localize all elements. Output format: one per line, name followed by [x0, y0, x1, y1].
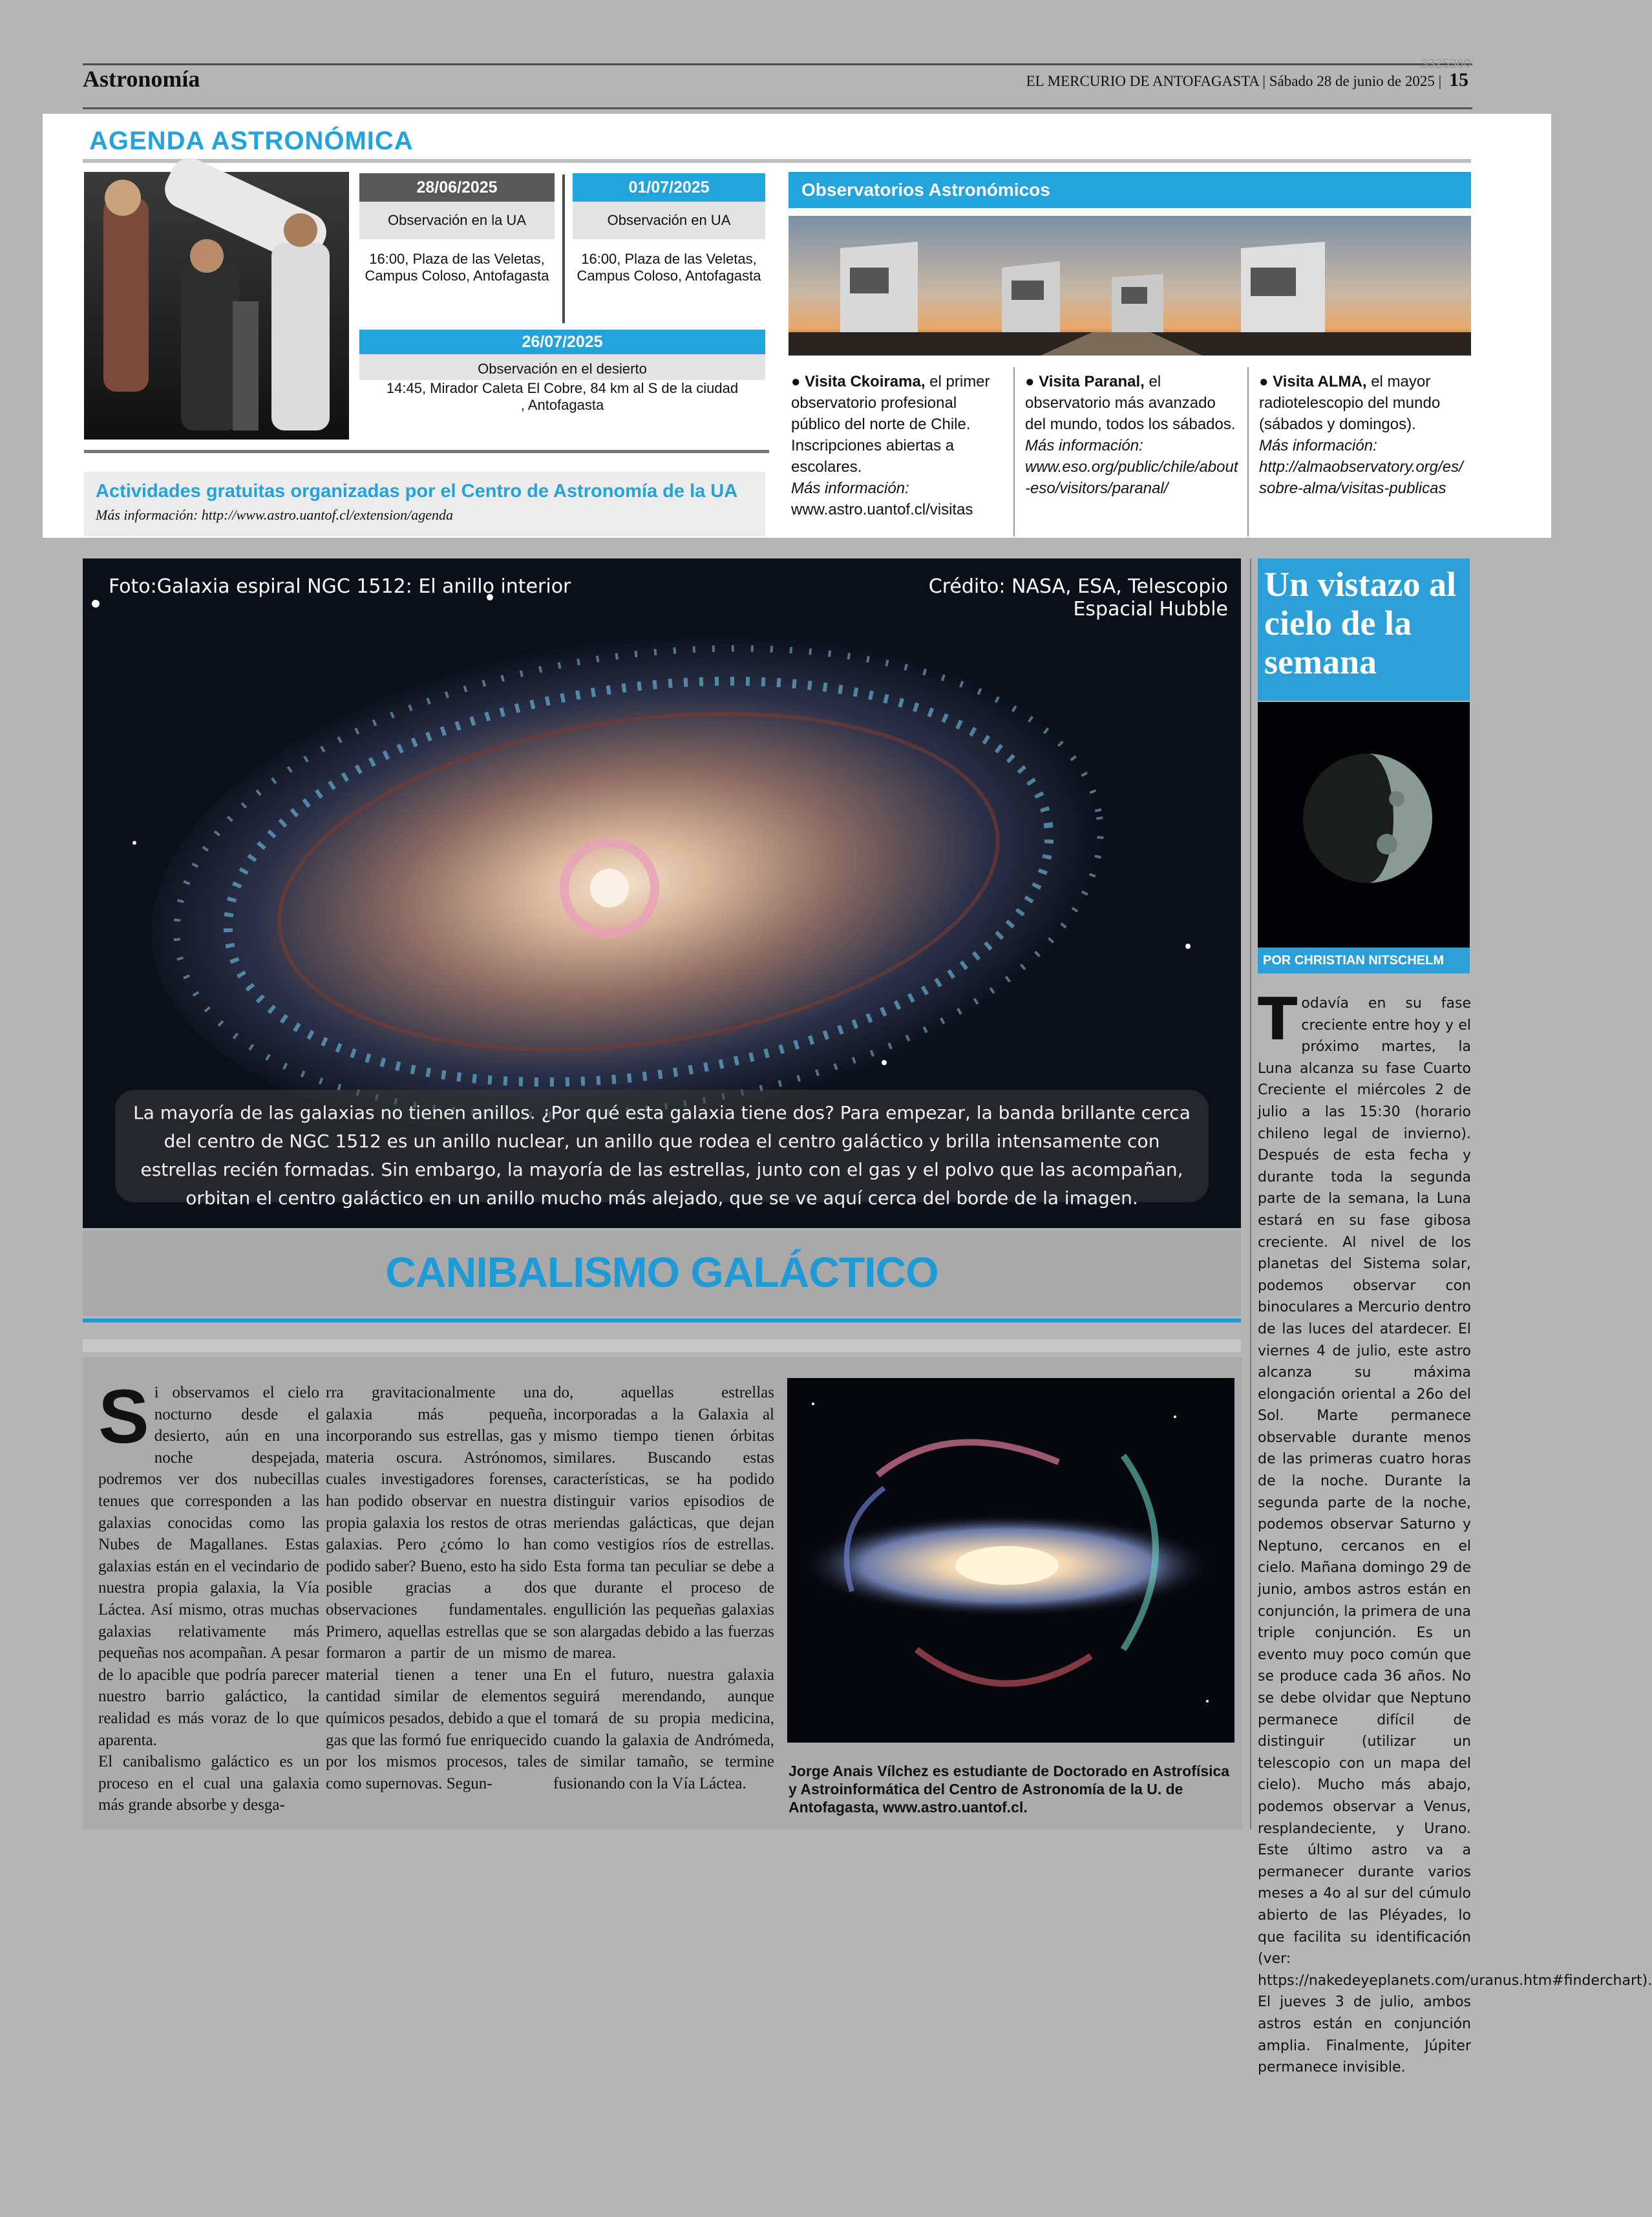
visit-link[interactable]: www.eso.org/public/chile/about-eso/visitors/paranal/	[1025, 458, 1238, 497]
author-note: Jorge Anais Vílchez es estudiante de Doctorado en Astrofísica y Astroinformática del Centro de Astronomía de la U. de Antofagasta, www.astro.uantof.cl.	[789, 1763, 1230, 1816]
sidebar-title: Un vistazo al cielo de la semana	[1264, 565, 1456, 681]
visit-link[interactable]: www.astro.uantof.cl/visitas	[791, 501, 973, 518]
article-column-2	[326, 1382, 547, 1794]
sidebar-text	[1258, 986, 1652, 2079]
visit-info-label: Más información:	[791, 480, 909, 497]
event-location: 16:00, Plaza de las Veletas, Campus Coloso, Antofagasta	[365, 251, 549, 284]
article-text: i observamos el cielo nocturno desde el desierto, aún en una noche despejada, podremos ver dos nubecillas tenues que corresponden a las galaxias conocidas como las Nubes de Magallanes. Estas galaxias están en el vecindario de nuestra propia galaxia, la Vía Láctea. Así mismo, otras muchas galaxias relativamente más pequeñas nos acompañan. A pesar de lo apacible que podría parecer nuestro barrio galáctico, la realidad es más voraz de lo que aparenta.	[98, 1384, 319, 1749]
newspaper-name: EL MERCURIO DE ANTOFAGASTA	[1026, 73, 1259, 89]
article-text: En el futuro, nuestra galaxia seguirá merendando, aunque tomará de su propia medicina, cuando la galaxia de Andrómeda, de similar tamaño, se termine fusionando con la Vía Láctea.	[553, 1666, 774, 1792]
article-text: El canibalismo galáctico es un proceso en el cual una galaxia más grande absorbe y desga-	[98, 1753, 319, 1814]
visit-name: Visita ALMA,	[1273, 373, 1367, 390]
observatory-photo	[789, 216, 1471, 355]
event-location: 14:45, Mirador Caleta El Cobre, 84 km al S de la ciudad , Antofagasta	[359, 380, 765, 414]
article-dropcap: S	[98, 1374, 149, 1459]
issue-date: Sábado 28 de junio de 2025	[1269, 73, 1435, 89]
event-date: 28/06/2025	[359, 173, 555, 202]
visit-separator	[1247, 367, 1249, 536]
article-text: do, aquellas estrellas incorporadas a la Galaxia al mismo tiempo tienen órbitas similares. Buscando estas características, se ha podido distinguir varios episodios de meriendas galácticas, que dejan como vestigios ríos de estrellas. Esta forma tan peculiar se debe a que durante el proceso de engullición las pequeñas galaxias son alargadas debido a las fuerzas de marea.	[553, 1384, 774, 1662]
page-code: 3325360	[1421, 57, 1471, 71]
visit-name: Visita Paranal,	[1039, 373, 1145, 390]
event-date: 01/07/2025	[573, 173, 765, 202]
section-name: Astronomía	[83, 66, 200, 92]
visit-text: el observatorio más avanzado del mundo, todos los sábados.	[1025, 373, 1236, 433]
header-rule-top	[83, 63, 1472, 65]
visit-alma: ● Visita ALMA, el mayor radiotelescopio del mundo (sábados y domingos). Más información: http://almaobservatory.org/es/sobre-alma/visitas-publicas	[1259, 373, 1463, 497]
event-name: Observación en la UA	[359, 202, 555, 239]
article-headline: CANIBALISMO GALÁCTICO	[385, 1248, 938, 1296]
photo-caption: La mayoría de las galaxias no tienen anillos. ¿Por qué esta galaxia tiene dos? Para empezar, la banda brillante cerca del centro de NGC 1512 es un anillo nuclear, un anillo que rodea el centro galáctico y brilla intensamente con estrellas recién formadas. Sin embargo, la mayoría de las estrellas, junto con el gas y el polvo que las acompañan, orbitan el centro galáctico en un anillo mucho más alejado, que se ve aquí cerca del borde de la imagen.	[133, 1102, 1191, 1209]
moon-photo	[1258, 702, 1470, 948]
photo-title: Foto:Galaxia espiral NGC 1512: El anillo interior	[109, 575, 571, 598]
visit-link[interactable]: http://almaobservatory.org/es/sobre-alma/visitas-publicas	[1259, 458, 1463, 497]
page-number: 15	[1449, 69, 1468, 90]
visit-text: el primer observatorio profesional público del norte de Chile. Inscripciones abiertas a escolares.	[791, 373, 990, 476]
free-activities-link[interactable]: Más información: http://www.astro.uantof.cl/extension/agenda	[96, 507, 454, 523]
event-name: Observación en UA	[573, 202, 765, 239]
masthead: EL MERCURIO DE ANTOFAGASTA | Sábado 28 de junio de 2025 | 15	[1026, 69, 1468, 90]
agenda-divider	[84, 450, 769, 453]
sidebar-dropcap: T	[1258, 986, 1298, 1054]
visit-info-label: Más información:	[1259, 437, 1377, 454]
sidebar-body: odavía en su fase creciente entre hoy y el próximo martes, la Luna alcanza su fase Cuarto Creciente el miércoles 2 de julio a las 15:30 (horario chileno legal de invierno). Después de esta fecha y durante toda la segunda parte de la semana, la Luna estará en su fase gibosa creciente. Al nivel de los planetas del Sistema solar, podemos observar con binoculares a Mercurio dentro de las luces del atardecer. El viernes 4 de julio, este astro alcanza su máxima elongación oriental a 26o del Sol. Marte permanece observable durante menos de las primeras cuatro horas de la noche. Durante la segunda parte de la noche, podemos observar Saturno y Neptuno, cercanos en el cielo. Mañana domingo 29 de junio, ambos astros están en conjunción, la primera de una triple conjunción. Es un evento muy poco común que se produce cada 36 años. No se debe olvidar que Neptuno permanece difícil de distinguir (utilizar un telescopio con un mapa del cielo). Mucho más abajo, podemos observar a Venus, resplandeciente, y Urano. Este último astro va a permanecer durante varios meses a 4o al sur del cúmulo abierto de las Pléyades, lo que facilita su identificación (ver: https://nakedeyeplanets.com/uranus.htm#finderchart). El jueves 3 de julio, ambos astros están en conjunción amplia. Finalmente, Júpiter permanece invisible.	[1258, 995, 1652, 2076]
card-separator	[562, 175, 565, 323]
observatories-title: Observatorios Astronómicos	[789, 172, 1471, 208]
event-date: 26/07/2025	[359, 330, 765, 354]
event-card-3	[359, 330, 765, 414]
article-column-1	[98, 1374, 319, 1816]
visit-info-label: Más información:	[1025, 437, 1143, 454]
headline-band	[83, 1339, 1241, 1352]
visit-separator	[1013, 367, 1015, 536]
visit-name: Visita Ckoirama,	[805, 373, 926, 390]
event-card-2	[573, 173, 765, 284]
event-card-1	[359, 173, 555, 284]
article-column-3	[553, 1382, 774, 1794]
agenda-title: AGENDA ASTRONÓMICA	[89, 127, 414, 155]
photo-credit: Crédito: NASA, ESA, Telescopio Espacial Hubble	[928, 575, 1228, 621]
article-text: rra gravitacionalmente una galaxia más pequeña, incorporando sus estrellas, gas y materia oscura. Astrónomos, cuales investigadores forenses, han podido observar en nuestra propia galaxia los restos de otras galaxias. Pero ¿cómo lo han podido saber? Bueno, esto ha sido posible gracias a dos observaciones fundamentales. Primero, aquellas estrellas que se formaron a partir de un mismo material tienen a tener una cantidad similar de elementos químicos pesados, debido a que el gas que las formó fue enriquecido por los mismos procesos, tales como supernovas. Segun-	[326, 1384, 547, 1792]
sidebar-byline: POR CHRISTIAN NITSCHELM	[1258, 948, 1470, 973]
agenda-title-rule	[83, 159, 1471, 163]
visit-paranal: ● Visita Paranal, el observatorio más avanzado del mundo, todos los sábados. Más información: www.eso.org/public/chile/about-eso/visitors/paranal/	[1025, 373, 1238, 497]
event-location: 16:00, Plaza de las Veletas, Campus Coloso, Antofagasta	[577, 251, 761, 284]
event-name: Observación en el desierto	[359, 354, 765, 380]
visit-text: el mayor radiotelescopio del mundo (sábados y domingos).	[1259, 373, 1441, 433]
header-rule-bottom	[83, 107, 1472, 109]
visit-ckoirama: ● Visita Ckoirama, el primer observatorio profesional público del norte de Chile. Inscripciones abiertas a escolares. Más información: www.astro.uantof.cl/visitas	[791, 373, 990, 518]
headline-rule	[83, 1319, 1241, 1322]
sidebar-rule	[1250, 558, 1251, 1829]
free-activities-title: Actividades gratuitas organizadas por el Centro de Astronomía de la UA	[96, 481, 738, 502]
galaxy-merger-illustration	[787, 1378, 1234, 1743]
telescope-observation-photo	[84, 172, 349, 440]
